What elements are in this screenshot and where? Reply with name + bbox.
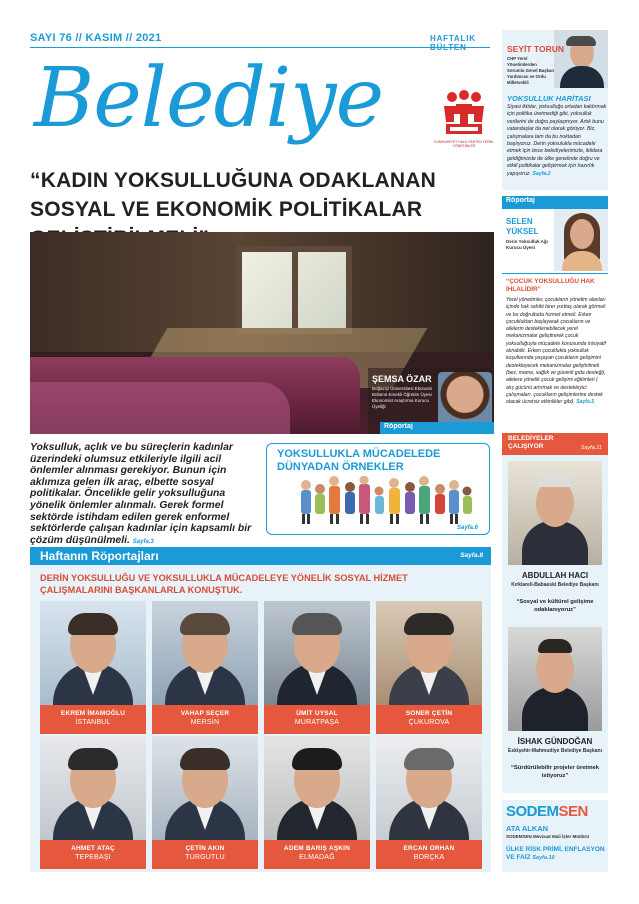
mayor-photo	[264, 736, 370, 840]
sidebar-interview-role: Derin Yoksulluk Ağı Kurucu Üyesi	[506, 239, 548, 250]
lead-text	[30, 442, 262, 548]
sidebar-union-heading-block	[506, 846, 606, 862]
abdullah-haci-portrait	[508, 461, 602, 565]
sidebar-mayor-quote: “Sürdürülebilir projeler üretmek istiyoruz”	[511, 765, 599, 779]
mayor-name: ERCAN ORHAN	[403, 845, 455, 852]
sidebar-interview	[502, 196, 608, 422]
sidebar-municipalities	[502, 433, 608, 793]
sidebar-interview-rule	[502, 273, 608, 274]
hero-tag[interactable]: Röportaj	[380, 422, 494, 434]
mayor-place: MURATPAŞA	[294, 719, 340, 726]
sodemsen-logo-a: SODEM	[506, 803, 559, 820]
mayor-name: AHMET ATAÇ	[71, 845, 115, 852]
mayor-photo	[40, 601, 146, 705]
mayor-card[interactable]	[376, 736, 482, 869]
mayor-photo	[40, 736, 146, 840]
sidebar-mayor-name: İSHAK GÜNDOĞAN	[517, 737, 593, 746]
sodemsen-logo	[506, 803, 588, 820]
poverty-box-page-ref[interactable]: Sayfa.6	[457, 525, 479, 531]
mayor-photo	[264, 601, 370, 705]
sidebar-mayor-role: Eskişehir-Mahmudiye Belediye Başkanı	[508, 748, 602, 754]
mayor-name: ADEM BARIŞ AŞKIN	[283, 845, 351, 852]
sidebar-top-body: Siyasi iktidar, yoksulluğu ortadan kaldırmak için politika üretmediği gibi, yoksulluk verilerini de doğru paylaşmıyor. Artık bunu vatandaşlar da net olarak görüyor. Biz, çalışmalara tam da bu noktadan başlıyoruz. Derin yoksulukla mücadele etmek için önce belediyelerimizle, iktidara geldiğimizde de ülke genelinde doğru ve etkili politikalar geliştirmek için hazırlık yapıyoruz.	[507, 104, 607, 177]
weekly-label: HAFTALIK	[430, 34, 476, 43]
mayor-name: VAHAP SEÇER	[180, 710, 230, 717]
sidebar-union-page-ref[interactable]: Sayfa.10	[532, 855, 555, 861]
poverty-box-title: YOKSULLUKLA MÜCADELEDE DÜNYADAN ÖRNEKLER	[277, 448, 441, 473]
header-rule	[30, 47, 490, 48]
mayor-card[interactable]	[152, 601, 258, 734]
masthead-area	[30, 28, 495, 150]
mayor-place: TURGUTLU	[185, 854, 225, 861]
mayor-photo	[152, 601, 258, 705]
interviews-title: Haftanın Röportajları	[40, 549, 159, 563]
interviews-header	[30, 547, 491, 565]
sidebar-poverty-map	[502, 30, 608, 190]
mayor-card[interactable]	[376, 601, 482, 734]
sidebar-interview-text	[506, 297, 606, 406]
sidebar-municipalities-tag: BELEDİYELER ÇALIŞIYOR	[508, 435, 554, 450]
masthead-title: Belediye	[34, 51, 384, 146]
mayor-card[interactable]	[264, 601, 370, 734]
seyit-torun-portrait	[554, 30, 608, 88]
mayor-photo	[376, 736, 482, 840]
sidebar-municipalities-page-ref[interactable]: Sayfa.11	[580, 445, 602, 451]
poverty-examples-box[interactable]	[266, 443, 490, 535]
hero-blanket	[30, 382, 290, 434]
ishak-gundogan-portrait	[508, 627, 602, 731]
mayor-photo	[152, 736, 258, 840]
sidebar-union-heading: ÜLKE RİSK PRİMİ, ENFLASYON VE FAİZ	[506, 846, 605, 861]
sidebar-union-name: ATA ALKAN	[506, 824, 549, 833]
mayor-place: ÇUKUROVA	[408, 719, 450, 726]
sidebar-interview-page-ref[interactable]: Sayfa.5	[576, 399, 595, 406]
mayor-place: MERSİN	[190, 719, 220, 726]
sidebar-mayor-role: Kırklareli-Babaeski Belediye Başkanı	[511, 582, 599, 588]
sidebar-union-role: SODEMSEN Mevzuat Mali İşler Müdürü	[506, 834, 590, 839]
sidebar-interview-name: SELEN YÜKSEL	[506, 217, 539, 236]
mayor-place: ELMADAĞ	[299, 854, 335, 861]
sidebar-top-page-ref[interactable]: Sayfa.2	[532, 170, 551, 177]
mayor-place: TEPEBAŞI	[75, 854, 111, 861]
mayor-photo	[376, 601, 482, 705]
sidebar-top-name: SEYİT TORUN	[507, 44, 564, 54]
sidebar-top-role: CHP Yerel Yönetimlerden Sorumlu Genel Başkan Yardımcısı ve Ordu Milletvekili	[507, 56, 555, 85]
sidebar-mayor-name: ABDULLAH HACI	[521, 571, 589, 580]
mayor-name: ÇETİN AKIN	[185, 845, 225, 852]
hero-photo	[30, 232, 494, 434]
selen-yuksel-portrait	[554, 209, 608, 271]
hero-person-title: Boğaziçi Üniversitesi Ekonomi Bölümü Emekli Öğretim Üyesi Ekonomist Araştırma Kurucu Üyeliği	[372, 386, 433, 409]
hero-person-portrait	[438, 372, 492, 428]
sidebar-top-heading: YOKSULLUK HARİTASI	[507, 94, 591, 103]
mayor-name: SONER ÇETİN	[405, 710, 453, 717]
weekly-interviews-section	[30, 547, 491, 872]
main-headline: “KADIN YOKSULLUĞUNA ODAKLANAN SOSYAL VE EKONOMİK POLİTİKALAR	[30, 169, 436, 221]
mayor-card[interactable]	[264, 736, 370, 869]
mayor-card[interactable]	[152, 736, 258, 869]
sidebar-union	[502, 800, 608, 872]
mayor-name: EKREM İMAMOĞLU	[60, 710, 126, 717]
mayor-name: ÜMİT UYSAL	[296, 710, 338, 717]
interviews-subtitle: DERİN YOKSULLUĞU VE YOKSULLUKLA MÜCADELEYE YÖNELİK SOSYAL HİZMET ÇALIŞMALARINI BAŞKANLARLA KONUŞTUK.	[40, 573, 408, 595]
mayor-place: BORÇKA	[413, 854, 445, 861]
party-logo-icon	[440, 88, 488, 138]
lead-page-ref[interactable]: Sayfa.3	[132, 538, 154, 545]
sidebar-mayor-quote: “Sosyal ve kültürel gelişime odaklanıyoruz”	[516, 599, 594, 613]
sodemsen-logo-b: SEN	[558, 803, 588, 820]
interviews-page-ref[interactable]: Sayfa.8	[460, 552, 483, 559]
party-caption: CUMHURİYET HALK PARTİSİ YEREL YÖNETİMLER	[433, 140, 495, 148]
people-illustration-icon	[297, 476, 477, 526]
sidebar-interview-heading: “ÇOCUK YOKSULLUĞU HAK İHLALİDİR”	[506, 278, 595, 293]
mayor-card[interactable]	[40, 601, 146, 734]
mayor-place: İSTANBUL	[75, 719, 111, 726]
sidebar-interview-body: Yerel yönetimler, çocukların yönetim alanları içinde hak sahibi birer yurttaş olarak görmeli ve bu doğrultuda hizmet etmeli. Erken çocukluktan başlayarak çocukların ve ailelerin desteklenebilecek yerel mekanizmalar geliştirerek çocuk yoksulluğuyla mücadele konusunda inisiyatif alınabilir. Erken çocuklukta yoksulluk koşullarında yaşayan çocukların gelişimini destekleyecek mekanizmalar geliştirilmeli (bez, mama, sağlık ve güvenli gıda desteği), ailelere yönelik çocuk gelişimi eğitimleri ( alış gücünü artırmak ve destekleyici çalışmaları, çocukların gelişimlerine destek olacak ücretsiz etkinlikler gibi).	[506, 297, 606, 406]
hero-window	[236, 246, 352, 334]
sidebar-top-text	[507, 104, 607, 178]
sidebar-interview-tag: Röportaj	[506, 197, 535, 204]
lead-body: Yoksulluk, açlık ve bu süreçlerin kadınlar üzerindeki olumsuz etkileriyle ilgili acil önlemler alınması gerekiyor. Bunun için aklımıza gelen ilk araç, elbette sosyal politikalar. Öncelikle gelir yoksulluğuna yönelik önlemler alınmalı. Gerek formel sektörde istihdam edilen gerek enformel sektörlerde çalışan kadınlar için kapsamlı bir çözüm düşünülmeli.	[30, 442, 252, 546]
hero-person-name: ŞEMSA ÖZAR	[372, 374, 432, 384]
mayor-card[interactable]	[40, 736, 146, 869]
issue-label: SAYI 76 // KASIM // 2021	[30, 32, 162, 44]
sidebar-municipalities-header	[502, 433, 608, 455]
